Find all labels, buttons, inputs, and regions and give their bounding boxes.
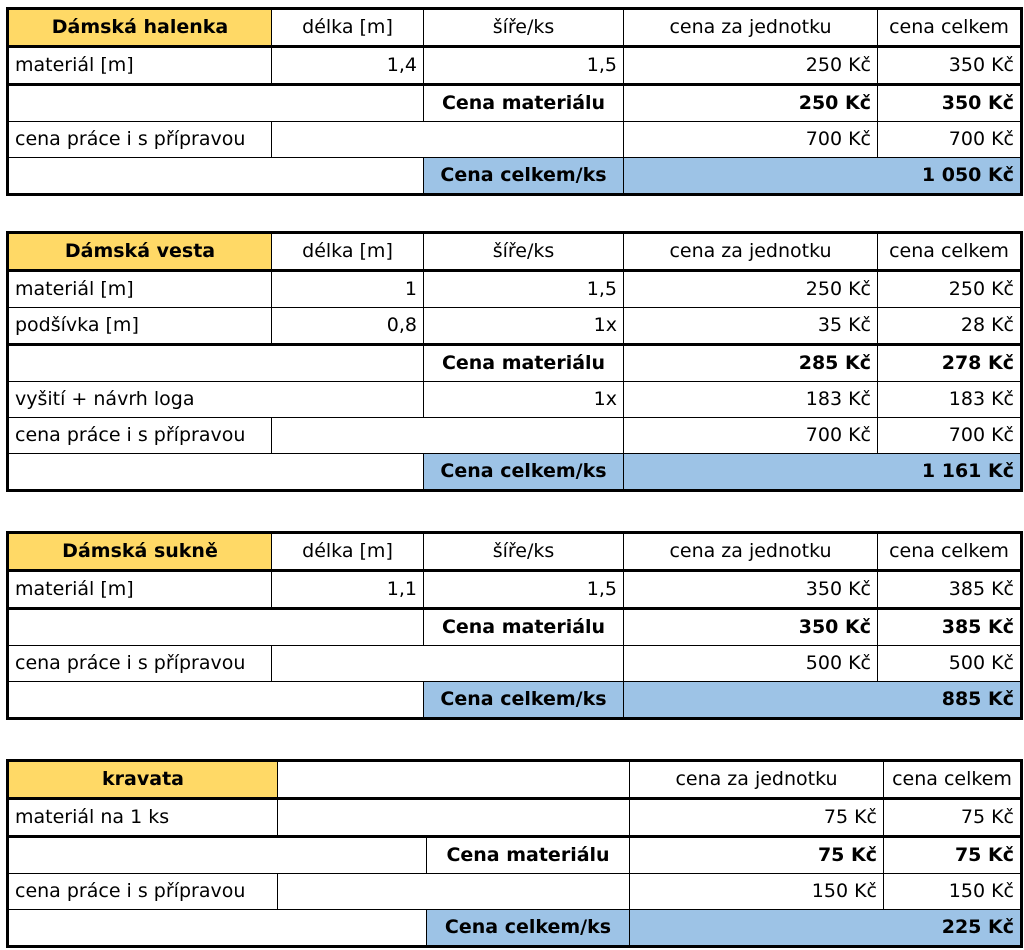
table-halenka <box>6 7 1023 196</box>
kravata-work-unit[interactable]: 150 Kč <box>630 874 884 910</box>
halenka-empty-cell[interactable] <box>8 158 424 195</box>
vesta-material-cost-unit[interactable]: 285 Kč <box>624 345 878 382</box>
kravata-header-total[interactable]: cena celkem <box>884 761 1022 799</box>
sukne-empty-cell[interactable] <box>8 609 424 646</box>
vesta-lining-length[interactable]: 0,8 <box>272 308 424 345</box>
halenka-material-unit-price[interactable]: 250 Kč <box>624 47 878 85</box>
halenka-material-total[interactable]: 350 Kč <box>878 47 1022 85</box>
sukne-material-length[interactable]: 1,1 <box>272 571 424 609</box>
vesta-material-unit-price[interactable]: 250 Kč <box>624 271 878 308</box>
vesta-empty-cell[interactable] <box>272 418 624 454</box>
halenka-grand-total[interactable]: 1 050 Kč <box>624 158 1022 195</box>
kravata-title[interactable]: kravata <box>8 761 278 799</box>
kravata-material-cost-total[interactable]: 75 Kč <box>884 837 1022 874</box>
halenka-title[interactable]: Dámská halenka <box>8 9 272 47</box>
vesta-work-label[interactable]: cena práce i s přípravou <box>8 418 272 454</box>
halenka-material-length[interactable]: 1,4 <box>272 47 424 85</box>
vesta-lining-total[interactable]: 28 Kč <box>878 308 1022 345</box>
halenka-header-width[interactable]: šíře/ks <box>424 9 624 47</box>
kravata-empty-cell[interactable] <box>278 874 630 910</box>
vesta-title[interactable]: Dámská vesta <box>8 233 272 271</box>
kravata-material-cost-unit[interactable]: 75 Kč <box>630 837 884 874</box>
sukne-material-total[interactable]: 385 Kč <box>878 571 1022 609</box>
sukne-work-total[interactable]: 500 Kč <box>878 646 1022 682</box>
vesta-material-cost-label[interactable]: Cena materiálu <box>424 345 624 382</box>
halenka-header-unit-price[interactable]: cena za jednotku <box>624 9 878 47</box>
vesta-lining-unit-price[interactable]: 35 Kč <box>624 308 878 345</box>
vesta-material-width[interactable]: 1,5 <box>424 271 624 308</box>
halenka-material-cost-unit[interactable]: 250 Kč <box>624 85 878 122</box>
kravata-material-cost-label[interactable]: Cena materiálu <box>427 837 630 874</box>
halenka-work-label[interactable]: cena práce i s přípravou <box>8 122 272 158</box>
vesta-material-label[interactable]: materiál [m] <box>8 271 272 308</box>
vesta-material-length[interactable]: 1 <box>272 271 424 308</box>
sukne-material-cost-unit[interactable]: 350 Kč <box>624 609 878 646</box>
halenka-material-cost-label[interactable]: Cena materiálu <box>424 85 624 122</box>
kravata-empty-cell[interactable] <box>278 799 630 837</box>
vesta-header-unit-price[interactable]: cena za jednotku <box>624 233 878 271</box>
vesta-work-unit[interactable]: 700 Kč <box>624 418 878 454</box>
kravata-work-total[interactable]: 150 Kč <box>884 874 1022 910</box>
vesta-embroidery-label[interactable]: vyšití + návrh loga <box>8 382 424 418</box>
vesta-embroidery-width[interactable]: 1x <box>424 382 624 418</box>
table-kravata <box>6 759 1023 948</box>
sukne-empty-cell[interactable] <box>8 682 424 719</box>
sukne-material-cost-total[interactable]: 385 Kč <box>878 609 1022 646</box>
sukne-empty-cell[interactable] <box>272 646 624 682</box>
table-vesta <box>6 231 1023 492</box>
kravata-material-total[interactable]: 75 Kč <box>884 799 1022 837</box>
sukne-material-label[interactable]: materiál [m] <box>8 571 272 609</box>
kravata-work-label[interactable]: cena práce i s přípravou <box>8 874 278 910</box>
sukne-grand-total-label[interactable]: Cena celkem/ks <box>424 682 624 719</box>
kravata-header-unit-price[interactable]: cena za jednotku <box>630 761 884 799</box>
sukne-header-unit-price[interactable]: cena za jednotku <box>624 533 878 571</box>
vesta-grand-total[interactable]: 1 161 Kč <box>624 454 1022 491</box>
vesta-header-total[interactable]: cena celkem <box>878 233 1022 271</box>
sukne-material-cost-label[interactable]: Cena materiálu <box>424 609 624 646</box>
vesta-grand-total-label[interactable]: Cena celkem/ks <box>424 454 624 491</box>
vesta-header-width[interactable]: šíře/ks <box>424 233 624 271</box>
kravata-material-unit-price[interactable]: 75 Kč <box>630 799 884 837</box>
vesta-empty-cell[interactable] <box>8 454 424 491</box>
halenka-grand-total-label[interactable]: Cena celkem/ks <box>424 158 624 195</box>
vesta-empty-cell[interactable] <box>8 345 424 382</box>
sukne-title[interactable]: Dámská sukně <box>8 533 272 571</box>
halenka-empty-cell[interactable] <box>272 122 624 158</box>
kravata-empty-cell[interactable] <box>8 837 427 874</box>
vesta-lining-width[interactable]: 1x <box>424 308 624 345</box>
table-sukne <box>6 531 1023 720</box>
sukne-work-label[interactable]: cena práce i s přípravou <box>8 646 272 682</box>
sukne-work-unit[interactable]: 500 Kč <box>624 646 878 682</box>
halenka-material-width[interactable]: 1,5 <box>424 47 624 85</box>
halenka-work-unit[interactable]: 700 Kč <box>624 122 878 158</box>
kravata-grand-total[interactable]: 225 Kč <box>630 910 1022 947</box>
kravata-empty-header[interactable] <box>278 761 630 799</box>
halenka-header-length[interactable]: délka [m] <box>272 9 424 47</box>
sukne-grand-total[interactable]: 885 Kč <box>624 682 1022 719</box>
sukne-header-width[interactable]: šíře/ks <box>424 533 624 571</box>
halenka-material-label[interactable]: materiál [m] <box>8 47 272 85</box>
vesta-header-length[interactable]: délka [m] <box>272 233 424 271</box>
sukne-material-unit-price[interactable]: 350 Kč <box>624 571 878 609</box>
sukne-material-width[interactable]: 1,5 <box>424 571 624 609</box>
halenka-header-total[interactable]: cena celkem <box>878 9 1022 47</box>
sukne-header-length[interactable]: délka [m] <box>272 533 424 571</box>
halenka-material-cost-total[interactable]: 350 Kč <box>878 85 1022 122</box>
vesta-embroidery-total[interactable]: 183 Kč <box>878 382 1022 418</box>
halenka-empty-cell[interactable] <box>8 85 424 122</box>
sukne-header-total[interactable]: cena celkem <box>878 533 1022 571</box>
kravata-material-label[interactable]: materiál na 1 ks <box>8 799 278 837</box>
vesta-embroidery-unit-price[interactable]: 183 Kč <box>624 382 878 418</box>
kravata-grand-total-label[interactable]: Cena celkem/ks <box>427 910 630 947</box>
vesta-work-total[interactable]: 700 Kč <box>878 418 1022 454</box>
vesta-material-total[interactable]: 250 Kč <box>878 271 1022 308</box>
kravata-empty-cell[interactable] <box>8 910 427 947</box>
vesta-lining-label[interactable]: podšívka [m] <box>8 308 272 345</box>
vesta-material-cost-total[interactable]: 278 Kč <box>878 345 1022 382</box>
halenka-work-total[interactable]: 700 Kč <box>878 122 1022 158</box>
